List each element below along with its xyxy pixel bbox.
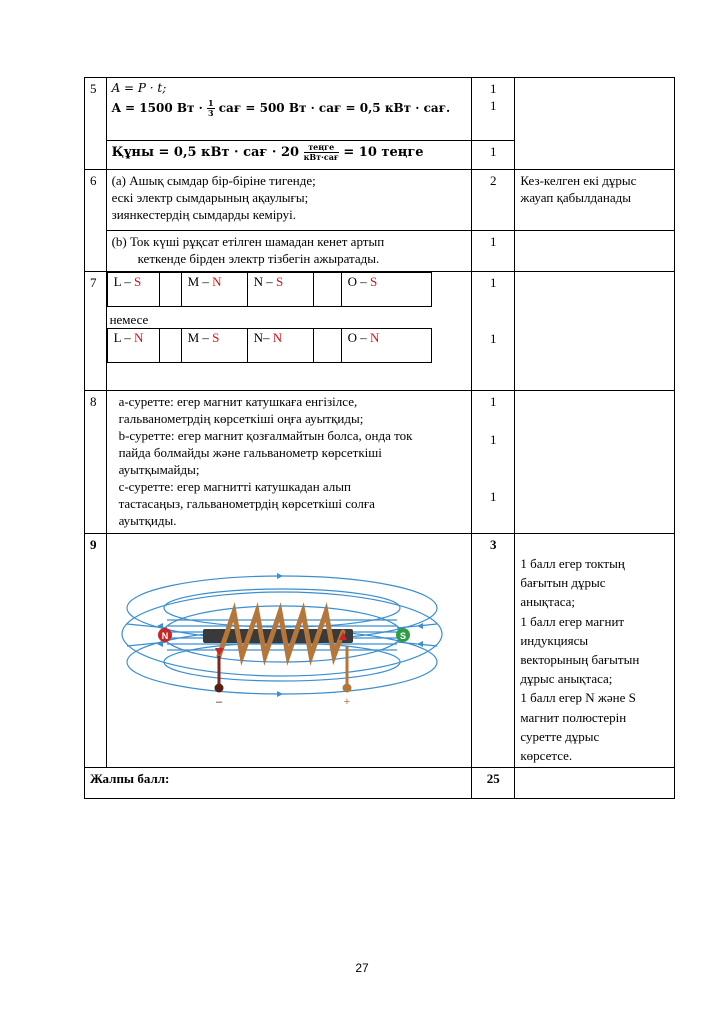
pole-cell: [313, 273, 341, 307]
pole-cell: [313, 329, 341, 363]
table-row: [85, 78, 675, 141]
minus-label: –: [215, 696, 222, 708]
pole-cell: M – S: [181, 329, 247, 363]
row-number: 7: [85, 272, 107, 391]
note-cell: [515, 768, 675, 799]
note-cell: [515, 78, 675, 170]
formula-line: A = 1500 Вт · $\frac{1}{3}$ сағ = 500 Вт · сағ = 0,5 кВт · сағ.: [111, 98, 451, 118]
note-cell: Кез-келген екі дұрыс жауап қабылданады: [515, 170, 675, 231]
table-row: [85, 272, 675, 391]
plus-label: +: [343, 696, 350, 708]
cost-formula: Құны = 0,5 кВт · сағ · 20 $\frac{\text{теңге}}{\text{кВт·сағ}}$ = 10 теңге: [106, 141, 472, 170]
score-cell: 1: [472, 141, 515, 170]
formula-line: A = P · t;: [111, 81, 167, 95]
terminal-minus-icon: [214, 684, 223, 693]
pole-table: [107, 272, 432, 307]
row-number: 9: [85, 534, 107, 768]
answer-cell: (b) Ток күші рұқсат етілген шамадан кенет артып кеткенде бірден электр тізбегін ажыратады.: [106, 231, 472, 272]
total-value: 25: [472, 768, 515, 799]
north-pole-label: N: [161, 631, 168, 641]
pole-cell: O – S: [341, 273, 431, 307]
row-number: 8: [85, 391, 107, 534]
pole-cell: [159, 273, 181, 307]
south-pole-label: S: [399, 631, 406, 641]
score-cell: 3: [472, 534, 515, 768]
answer-cell: [106, 272, 472, 391]
table-row: [85, 534, 675, 768]
answer-table: [84, 77, 675, 799]
answer-cell: а-суретте: егер магнит катушкаға енгізілсе, гальванометрдің көрсеткіші оңға ауытқиды; b-суретте: егер магнит қозғалмайтын болса, онда ток пайда болмайды және гальванометр көрсеткіші ауытқымайды; с-суретте: егер магнитті катушкадан алып тастасаңыз, гальванометрдің көрсеткіші солға ауытқиды.: [106, 391, 472, 534]
pole-table: [107, 328, 432, 363]
table-row: [85, 231, 675, 272]
note-cell: [515, 391, 675, 534]
answer-cell: [106, 78, 472, 141]
figure-cell: [106, 534, 472, 768]
total-label: Жалпы балл:: [85, 768, 472, 799]
score-cell: 2: [472, 170, 515, 231]
pole-cell: M – N: [181, 273, 247, 307]
pole-cell: N– N: [247, 329, 313, 363]
note-cell: 1 балл егер токтың бағытын дұрыс анықтаса; 1 балл егер магнит индукциясы векторының бағытын дұрыс анықтаса; 1 балл егер N және S магнит полюстерін суретте дұрыс көрсетсе.: [515, 534, 675, 768]
note-cell: [515, 272, 675, 391]
pole-cell: [159, 329, 181, 363]
score-cell: 1 1: [472, 78, 515, 141]
solenoid-figure: [107, 534, 456, 757]
note-cell: [515, 231, 675, 272]
page-number: 27: [355, 961, 369, 975]
pole-cell: N – S: [247, 273, 313, 307]
terminal-plus-icon: [342, 684, 351, 693]
table-row: [85, 768, 675, 799]
score-cell: 1 1: [472, 272, 515, 391]
pole-cell: L – S: [107, 273, 159, 307]
score-cell: 1: [472, 231, 515, 272]
row-number: 5: [85, 78, 107, 170]
answer-cell: (a) Ашық сымдар бір-біріне тигенде; ескі электр сымдарының ақаулығы; зиянкестердің сымдарды кеміруі.: [106, 170, 472, 231]
table-row: [85, 170, 675, 231]
table-row: [85, 391, 675, 534]
fraction: $\frac{1}{3}$: [207, 98, 214, 118]
or-label: немесе: [109, 312, 149, 327]
row-number: 6: [85, 170, 107, 272]
pole-cell: O – N: [341, 329, 431, 363]
pole-cell: L – N: [107, 329, 159, 363]
score-cell: 1 1 1: [472, 391, 515, 534]
